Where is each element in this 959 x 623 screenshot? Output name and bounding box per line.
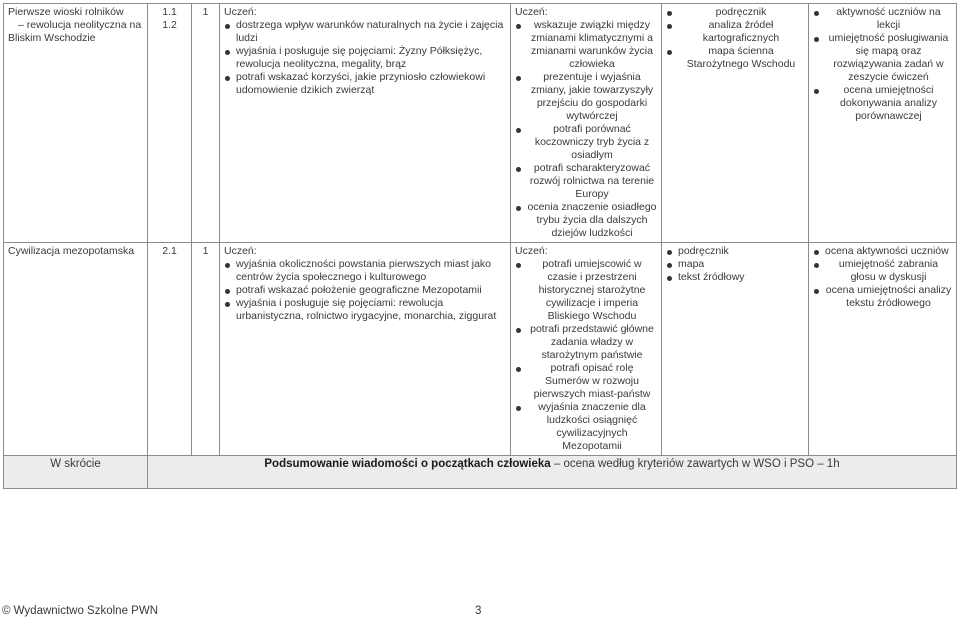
topic-line: Pierwsze wioski rolników	[8, 6, 124, 18]
list-item: podręcznik	[666, 245, 804, 258]
page-number: 3	[475, 605, 482, 617]
codes-cell	[148, 4, 192, 243]
means-list	[666, 6, 804, 71]
codes-cell	[148, 243, 192, 456]
list-item: potrafi wskazać korzyści, jakie przyniosło człowiekowi udomowienie dzikich zwierząt	[224, 71, 506, 97]
topic-line: – rewolucja neolityczna na	[18, 19, 142, 31]
summary-label: W skrócie	[4, 456, 148, 489]
list-item: podręcznik	[666, 6, 804, 19]
list-item: dostrzega wpływ warunków naturalnych na życie i zajęcia ludzi	[224, 19, 506, 45]
assessment-list	[813, 6, 952, 123]
hours: 1	[202, 6, 209, 18]
goals-intro: Uczeń:	[224, 245, 257, 257]
hours-cell	[192, 4, 220, 243]
list-item: ocena aktywności uczniów	[813, 245, 952, 258]
summary-row	[4, 456, 957, 489]
list-item: ocenia znaczenie osiadłego trybu życia dla dalszych dziejów ludzkości	[515, 201, 657, 240]
outcomes-intro: Uczeń:	[515, 6, 548, 18]
outcomes-intro: Uczeń:	[515, 245, 548, 257]
list-item: wskazuje związki między zmianami klimatycznymi a zmianami warunków życia człowieka	[515, 19, 657, 71]
outcomes-cell	[511, 4, 662, 243]
list-item: ocena umiejętności analizy tekstu źródłowego	[813, 284, 952, 310]
code: 2.1	[162, 245, 177, 257]
list-item: tekst źródłowy	[666, 271, 804, 284]
list-item: aktywność uczniów na lekcji	[813, 6, 952, 32]
means-cell	[662, 243, 809, 456]
topic-line: Bliskim Wschodzie	[8, 32, 96, 44]
list-item: potrafi opisać rolę Sumerów w rozwoju pierwszych miast-państw	[515, 362, 657, 401]
curriculum-table	[3, 3, 957, 489]
means-list	[666, 245, 804, 284]
assessment-list	[813, 245, 952, 310]
outcomes-list	[515, 19, 657, 240]
topic-line: Cywilizacja mezopotamska	[8, 245, 135, 257]
list-item: wyjaśnia i posługuje się pojęciami: rewolucja urbanistyczna, rolnictwo irygacyjne, monarchia, ziggurat	[224, 297, 506, 323]
assessment-cell	[809, 4, 957, 243]
list-item: mapa ścienna Starożytnego Wschodu	[666, 45, 804, 71]
goals-cell	[220, 243, 511, 456]
summary-title: Podsumowanie wiadomości o początkach człowieka	[264, 458, 551, 470]
list-item: umiejętność zabrania głosu w dyskusji	[813, 258, 952, 284]
goals-intro: Uczeń:	[224, 6, 257, 18]
list-item: mapa	[666, 258, 804, 271]
lesson-row	[4, 243, 957, 456]
goals-list	[224, 258, 506, 323]
goals-list	[224, 19, 506, 97]
publisher-footer: © Wydawnictwo Szkolne PWN	[2, 605, 158, 617]
hours-cell	[192, 243, 220, 456]
list-item: umiejętność posługiwania się mapą oraz rozwiązywania zadań w zeszycie ćwiczeń	[813, 32, 952, 84]
outcomes-cell	[511, 243, 662, 456]
code: 1.1	[162, 6, 177, 18]
goals-cell	[220, 4, 511, 243]
topic-cell	[4, 4, 148, 243]
summary-rest: – ocena według kryteriów zawartych w WSO i PSO – 1h	[550, 458, 840, 470]
list-item: wyjaśnia i posługuje się pojęciami: Żyzny Półksiężyc, rewolucja neolityczna, megality, brąz	[224, 45, 506, 71]
summary-text	[148, 456, 957, 489]
assessment-cell	[809, 243, 957, 456]
hours: 1	[202, 245, 209, 257]
list-item: potrafi porównać koczowniczy tryb życia z osiadłym	[515, 123, 657, 162]
means-cell	[662, 4, 809, 243]
topic-cell	[4, 243, 148, 456]
list-item: wyjaśnia okoliczności powstania pierwszych miast jako centrów życia społecznego i kulturowego	[224, 258, 506, 284]
list-item: potrafi umiejscowić w czasie i przestrzeni historycznej starożytne cywilizacje i imperia Bliskiego Wschodu	[515, 258, 657, 323]
list-item: analiza źródeł kartograficznych	[666, 19, 804, 45]
list-item: potrafi scharakteryzować rozwój rolnictwa na terenie Europy	[515, 162, 657, 201]
code: 1.2	[162, 19, 177, 31]
list-item: potrafi przedstawić główne zadania władzy w starożytnym państwie	[515, 323, 657, 362]
outcomes-list	[515, 258, 657, 453]
list-item: prezentuje i wyjaśnia zmiany, jakie towarzyszyły przejściu do gospodarki wytwórczej	[515, 71, 657, 123]
list-item: ocena umiejętności dokonywania analizy porównawczej	[813, 84, 952, 123]
lesson-row	[4, 4, 957, 243]
list-item: wyjaśnia znaczenie dla ludzkości osiągnięć cywilizacyjnych Mezopotamii	[515, 401, 657, 453]
list-item: potrafi wskazać położenie geograficzne Mezopotamii	[224, 284, 506, 297]
